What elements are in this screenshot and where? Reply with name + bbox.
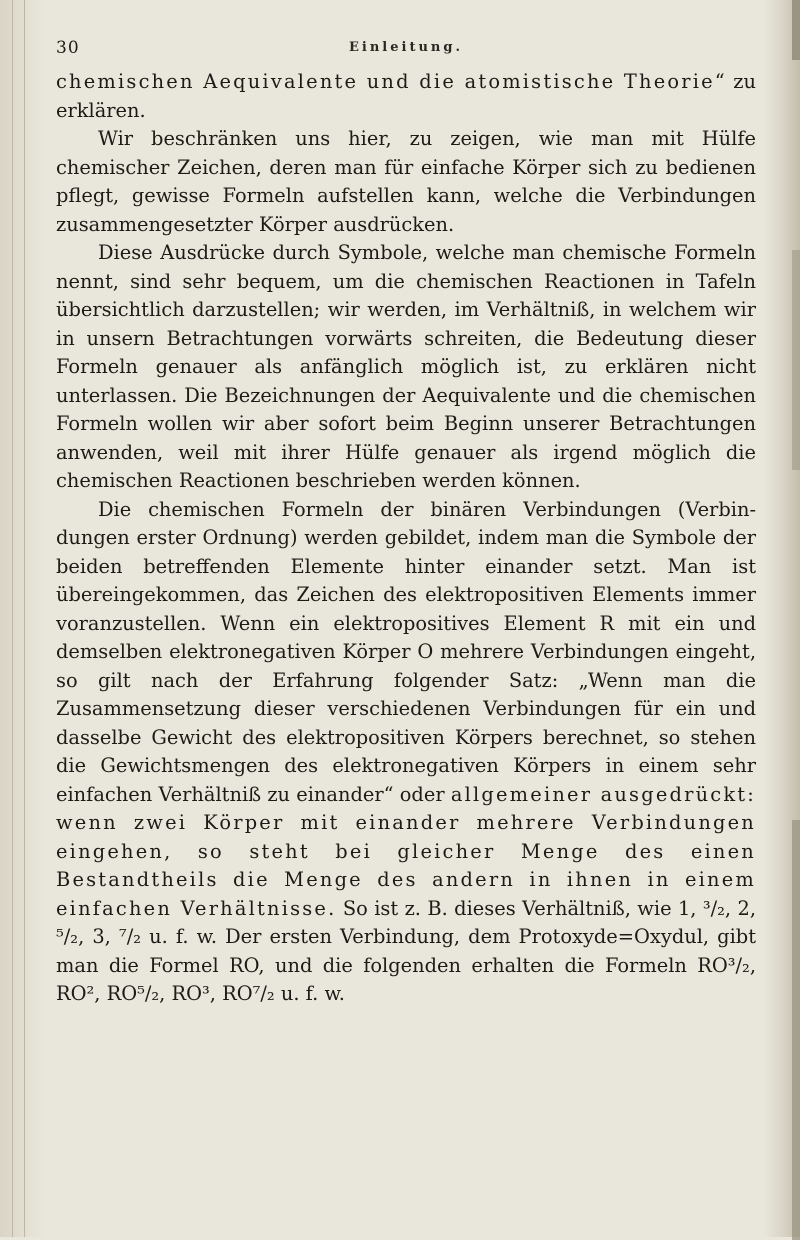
text-segment-spaced: allgemeiner ausgedrückt: wenn zwei Körper mit einander mehrere Verbindungen eingehen, so steht bei gleicher Menge des einen Bestandtheils die Menge des andern in ihnen in einem einfachen Verhältnisse. — [56, 782, 756, 920]
paragraph — [56, 68, 756, 125]
text-segment: Wir beschränken uns hier, zu zeigen, wie man mit Hülfe chemischer Zeichen, deren man für einfache Körper sich zu bedienen pflegt, gewisse Formeln aufstellen kann, welche die Verbindungen zusammengesetzter Körper ausdrücken. — [56, 127, 756, 236]
page-edge-band — [792, 0, 800, 60]
page-edge-band — [792, 250, 800, 470]
page-edge — [764, 0, 800, 1237]
paragraph — [56, 496, 756, 1009]
body-text — [56, 68, 756, 1009]
page-number: 30 — [56, 38, 80, 58]
text-segment: Die chemischen Formeln der binären Verbindungen (Verbindungen erster Ordnung) werden gebildet, indem man die Symbole der beiden betreffenden Elemente hinter einander setzt. Man ist übereingekommen, das Zeichen des elektropositiven Elements immer voranzustellen. Wenn ein elektropositives Element R mit ein und demselben elektronegativen Körper O mehrere Verbindungen eingeht, so gilt nach der Erfahrung folgender Satz: „Wenn man die Zusammensetzung dieser verschiedenen Verbindungen für ein und dasselbe Gewicht des elektropositiven Körpers berechnet, so stehen die Gewichtsmengen des elektronegativen Körpers in einem sehr einfachen Verhältniß zu einander“ oder — [56, 497, 756, 806]
text-segment: Diese Ausdrücke durch Symbole, welche man chemische Formeln nennt, sind sehr bequem, um die chemischen Reactionen in Tafeln übersichtlich darzustellen; wir werden, im Verhältniß, in welchem wir in unsern Betrachtungen vorwärts schreiten, die Bedeutung dieser Formeln genauer als anfänglich möglich ist, zu erklären nicht unterlassen. Die Bezeichnungen der Aequivalente und die chemischen Formeln wollen wir aber sofort beim Beginn unserer Betrachtungen anwenden, weil mit ihrer Hülfe genauer als irgend möglich die chemischen Reactionen beschrieben werden können. — [56, 241, 756, 492]
paragraph — [56, 239, 756, 496]
spine-fold-line — [24, 0, 25, 1237]
paragraph — [56, 125, 756, 239]
running-head-title: Einleitung. — [349, 40, 463, 55]
text-segment: zu erklären. — [56, 70, 756, 122]
book-page — [56, 38, 756, 1009]
spine-fold-line — [12, 0, 13, 1237]
text-segment-spaced: chemischen Aequivalente und die atomistische Theorie“ — [56, 70, 727, 93]
running-head — [56, 38, 756, 68]
text-segment: So ist z. B. dieses Verhältniß, wie 1, ³/₂, 2, ⁵/₂, 3, ⁷/₂ u. f. w. Der ersten Verbindung, dem Protoxyde=Oxydul, gibt man die Formel RO, und die folgenden erhalten die Formeln RO³/₂, RO², RO⁵/₂, RO³, RO⁷/₂ u. f. w. — [56, 896, 756, 1005]
page-edge-band — [792, 820, 800, 1240]
book-spine-shadow — [0, 0, 46, 1237]
